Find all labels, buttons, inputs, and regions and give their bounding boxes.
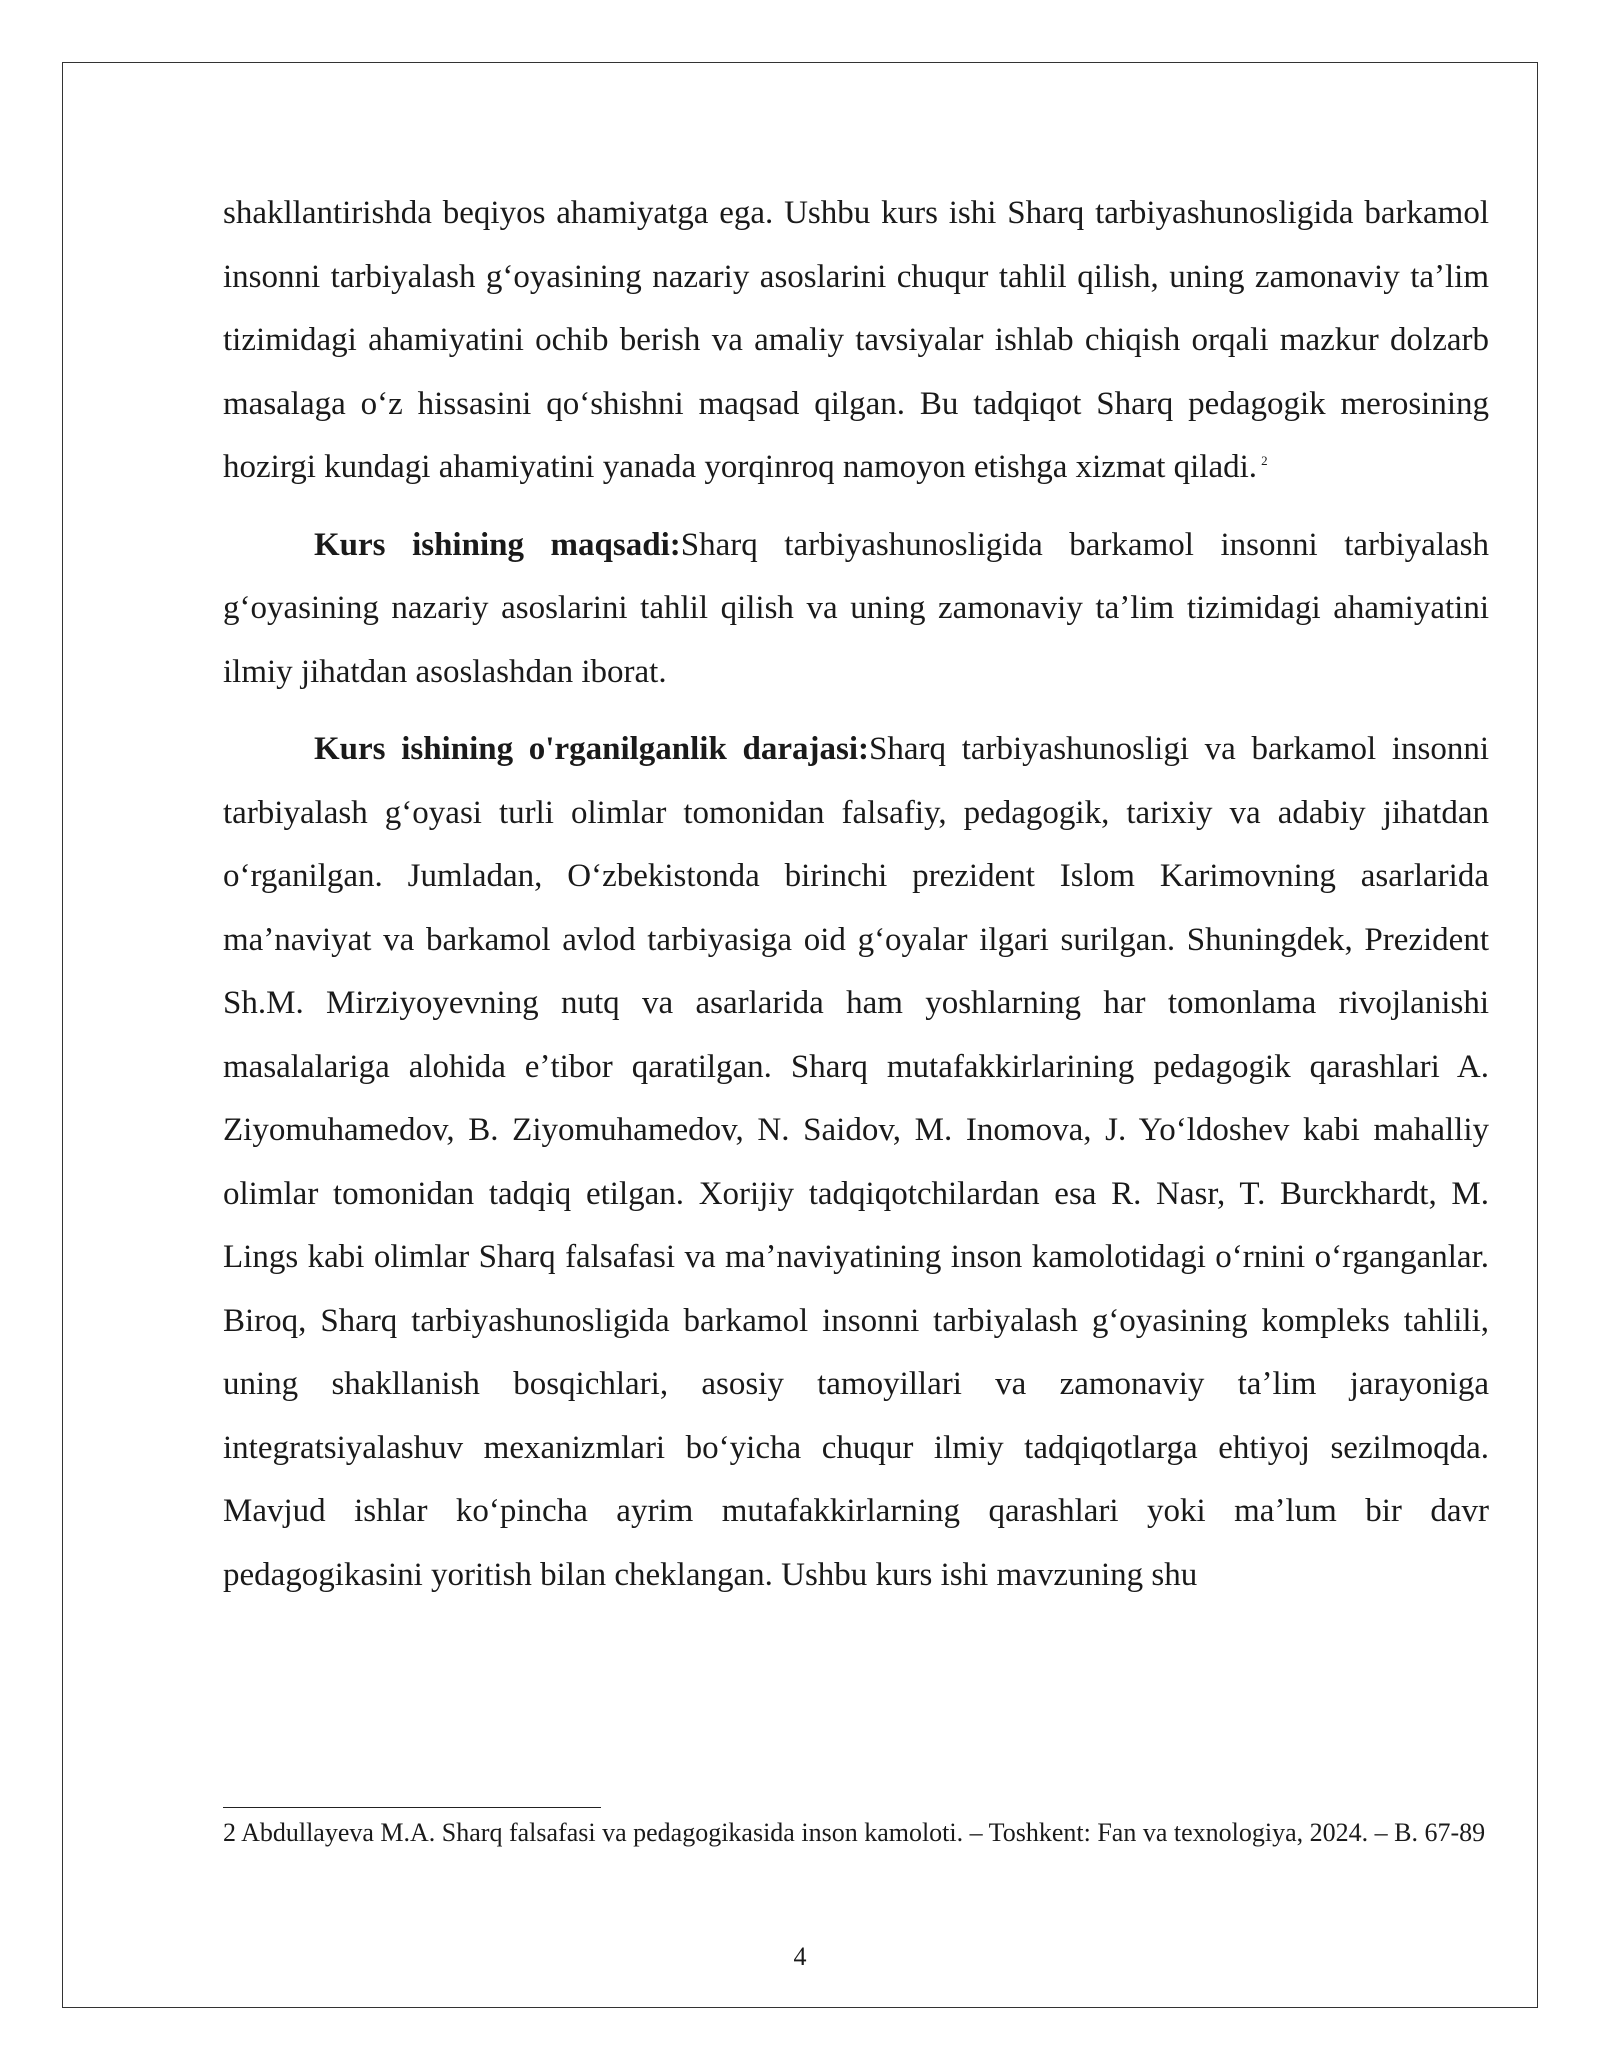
paragraph-text: shakllantirishda beqiyos ahamiyatga ega. Ushbu kurs ishi Sharq tarbiyashunosligida barkamol insonni tarbiyalash gʻoyasining nazariy asoslarini chuqur tahlil qilish, uning zamonaviy taʼlim tizimidagi ahamiyatini ochib berish va amaliy tavsiyalar ishlab chiqish orqali mazkur dolzarb masalaga oʻz hissasini qoʻshishni maqsad qilgan. Bu tadqiqot Sharq pedagogik merosining hozirgi kundagi ahamiyatini yanada yorqinroq namoyon etishga xizmat qiladi. — [223, 195, 1489, 485]
footnote-separator — [223, 1807, 601, 1808]
paragraph-text: Sharq tarbiyashunosligi va barkamol insonni tarbiyalash gʻoyasi turli olimlar tomonidan falsafiy, pedagogik, tarixiy va adabiy jihatdan oʻrganilgan. Jumladan, Oʻzbekistonda birinchi prezident Islom Karimovning asarlarida maʼnaviyat va barkamol avlod tarbiyasiga oid gʻoyalar ilgari surilgan. Shuningdek, Prezident Sh.M. Mirziyoyevning nutq va asarlarida ham yoshlarning har tomonlama rivojlanishi masalalariga alohida eʼtibor qaratilgan. Sharq mutafakkirlarining pedagogik qarashlari A. Ziyomuhamedov, B. Ziyomuhamedov, N. Saidov, M. Inomova, J. Yoʻldoshev kabi mahalliy olimlar tomonidan tadqiq etilgan. Xorijiy tadqiqotchilardan esa R. Nasr, T. Burckhardt, M. Lings kabi olimlar Sharq falsafasi va maʼnaviyatining inson kamolotidagi oʻrnini oʻrganganlar. Biroq, Sharq tarbiyashunosligida barkamol insonni tarbiyalash gʻoyasining kompleks tahlili, uning shakllanish bosqichlari, asosiy tamoyillari va zamonaviy taʼlim jarayoniga integratsiyalashuv mexanizmlari boʻyicha chuqur ilmiy tadqiqotlarga ehtiyoj sezilmoqda. Mavjud ishlar koʻpincha ayrim mutafakkirlarning qarashlari yoki maʼlum bir davr pedagogikasini yoritish bilan cheklangan. Ushbu kurs ishi mavzuning shu — [223, 731, 1489, 1593]
paragraph-heading: Kurs ishining maqsadi: — [314, 526, 681, 563]
paragraph-research-level — [223, 718, 1489, 1607]
paragraph-continuation — [223, 182, 1489, 500]
page-number: 4 — [793, 1942, 807, 1971]
paragraph-heading: Kurs ishining o'rganilganlik darajasi: — [314, 731, 870, 767]
footnote-reference[interactable]: 2 — [1261, 453, 1268, 468]
document-body — [223, 182, 1489, 1607]
footnote: 2 Abdullayeva M.A. Sharq falsafasi va pedagogikasida inson kamoloti. – Toshkent: Fan va texnologiya, 2024. – B. 67-89 — [223, 1818, 1486, 1847]
paragraph-goal — [223, 514, 1489, 705]
paragraph-text: Sharq tarbiyashunosligida barkamol insonni tarbiyalash gʻoyasining nazariy asoslarini tahlil qilish va uning zamonaviy taʼlim tizimidagi ahamiyatini ilmiy jihatdan asoslashdan iborat. — [223, 526, 1489, 690]
